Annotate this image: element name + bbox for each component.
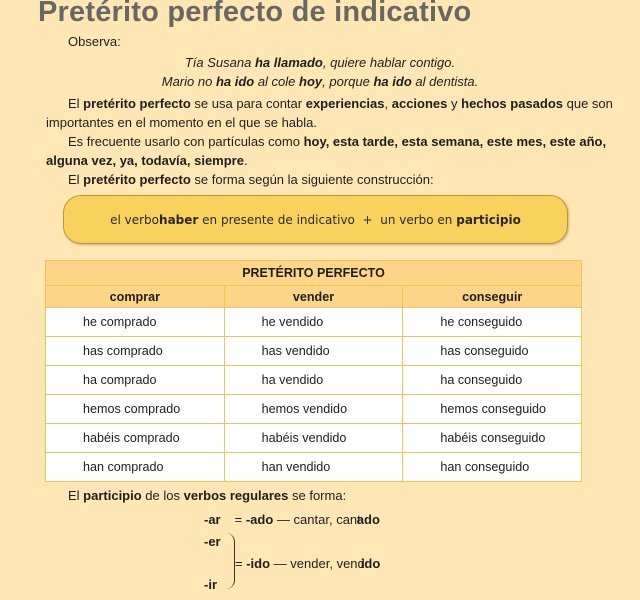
column-header-vender: vender (224, 286, 403, 308)
haber-keyword: haber (159, 212, 199, 227)
table-cell: he vendido (261, 315, 324, 329)
observa-label: Observa: (68, 34, 121, 49)
table-caption: PRETÉRITO PERFECTO (46, 261, 582, 286)
er-ir-rule: = -ido — vender, vendido (235, 556, 381, 571)
table-cell: ha vendido (261, 373, 324, 387)
table-cell: habéis conseguido (440, 431, 546, 445)
participio-keyword: participio (456, 212, 521, 227)
table-row (46, 453, 582, 482)
construction-formula-box: el verbo haber en presente de indicativo + un verbo en participio (63, 195, 568, 244)
table-cell: ha comprado (83, 373, 157, 387)
table-cell: hemos vendido (261, 402, 348, 416)
table-cell: han conseguido (440, 460, 530, 474)
table-cell: han comprado (83, 460, 164, 474)
example-sentence-2: Mario no ha ido al cole hoy, porque ha ido al dentista. (161, 74, 479, 89)
particles-paragraph-line-2: alguna vez, ya, todavía, siempre. (46, 153, 248, 168)
construction-intro: El pretérito perfecto se forma según la siguiente construcción: (68, 172, 434, 187)
participle-intro: El participio de los verbos regulares se forma: (68, 488, 347, 503)
example-sentence-1: Tía Susana ha llamado, quiere hablar contigo. (184, 55, 456, 70)
ar-rule: -ar = -ado — cantar, cantado (204, 512, 380, 527)
table-cell: has conseguido (440, 344, 529, 358)
table-row (46, 424, 582, 453)
conjugation-table (45, 260, 582, 482)
table-cell: habéis vendido (261, 431, 347, 445)
table-cell: han vendido (261, 460, 331, 474)
table-cell: habéis comprado (83, 431, 180, 445)
er-ending: -er (204, 534, 221, 549)
table-row (46, 395, 582, 424)
usage-paragraph-line-1: El pretérito perfecto se usa para contar experiencias, acciones y hechos pasados que son (68, 96, 613, 111)
page-title: Pretérito perfecto de indicativo (38, 0, 472, 28)
table-cell: hemos conseguido (440, 402, 547, 416)
particles-paragraph-line-1: Es frecuente usarlo con partículas como hoy, esta tarde, esta semana, este mes, este año, (68, 134, 607, 149)
table-row (46, 337, 582, 366)
table-cell: ha conseguido (440, 373, 523, 387)
usage-paragraph-line-2: importantes en el momento en el que se habla. (46, 115, 318, 130)
column-header-comprar: comprar (46, 286, 225, 308)
table-cell: he conseguido (440, 315, 523, 329)
table-cell: hemos comprado (83, 402, 181, 416)
table-row (46, 366, 582, 395)
brace-icon (226, 533, 235, 589)
table-row (46, 308, 582, 337)
ir-ending: -ir (204, 577, 217, 592)
table-cell: has comprado (83, 344, 163, 358)
table-cell: has vendido (261, 344, 330, 358)
column-header-conseguir: conseguir (403, 286, 582, 308)
table-cell: he comprado (83, 315, 157, 329)
